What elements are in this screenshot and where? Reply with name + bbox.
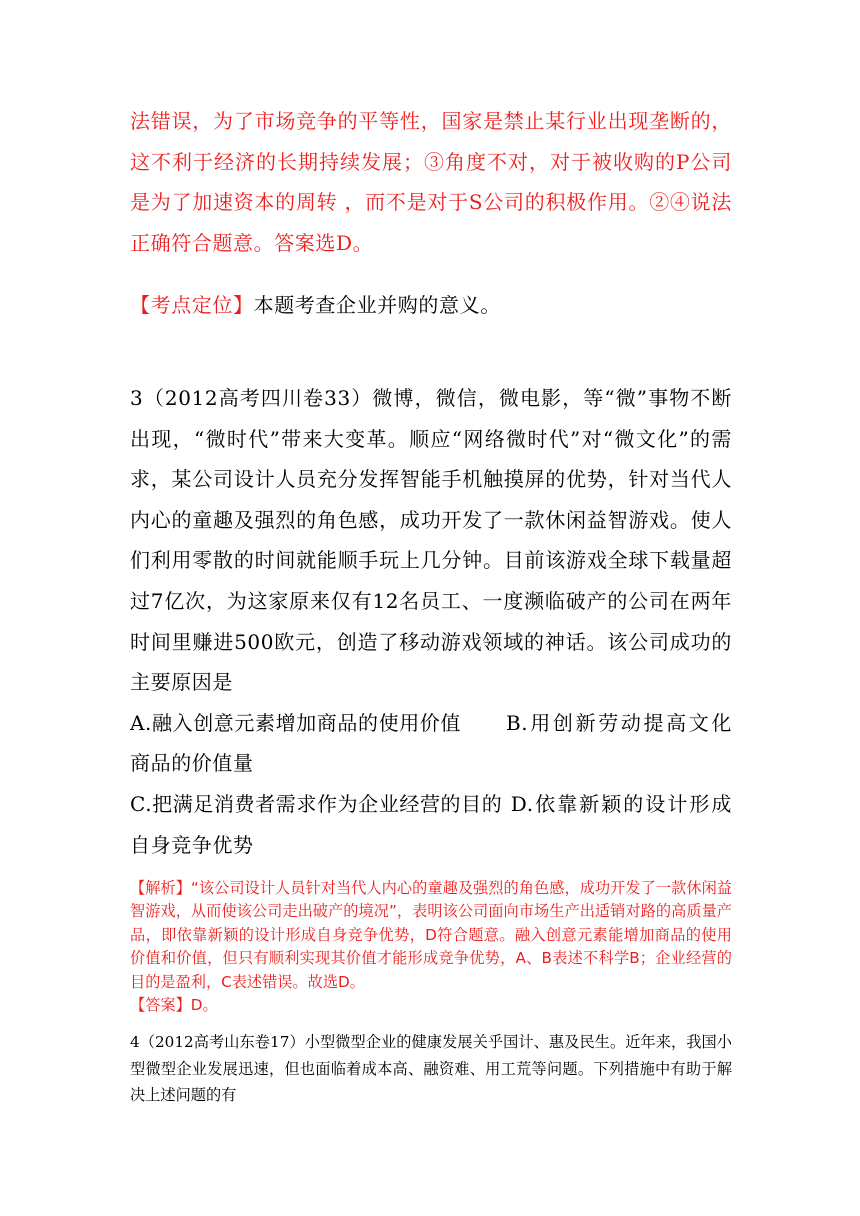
question-3-stem: 3（2012高考四川卷33）微博，微信，微电影，等“微”事物不断出现，“微时代”带来大变革。顺应“网络微时代”对“微文化”的需求，某公司设计人员充分发挥智能手机触摸屏的优势，针对当代人内心的童趣及强烈的角色感，成功开发了一款休闲益智游戏。使人们利用零散的时间就能顺手玩上几分钟。目前该游戏全球下载量超过7亿次，为这家原来仅有12名员工、一度濒临破产的公司在两年时间里赚进500欧元，创造了移动游戏领域的神话。该公司成功的主要原因是 (130, 386, 732, 695)
kaodian-label: 【考点定位】 (130, 293, 254, 317)
question-4-stem: 4（2012高考山东卷17）小型微型企业的健康发展关乎国计、惠及民生。近年来，我国小型微型企业发展迅速，但也面临着成本高、融资难、用工荒等问题。下列措施中有助于解决上述问题的有 (130, 1033, 732, 1104)
kaodian-text: 本题考查企业并购的意义。 (253, 293, 501, 317)
question-3 (130, 378, 732, 865)
question-3-analysis: 【解析】“该公司设计人员针对当代人内心的童趣及强烈的角色感，成功开发了一款休闲益智游戏，从而使该公司走出破产的境况”，表明该公司面向市场生产出适销对路的高质量产品，即依靠新颖的设计形成自身竞争优势，D符合题意。融入创意元素能增加商品的使用价值和价值，但只有顺利实现其价值才能形成竞争优势，A、B表述不科学B；企业经营的目的是盈利，C表述错误。故选D。 (130, 879, 732, 991)
question-3-option-b: B.用创新劳动提高文化商品的价值量 (130, 710, 732, 776)
previous-analysis-continuation: 法错误，为了市场竞争的平等性，国家是禁止某行业出现垄断的，这不利于经济的长期持续发展；③角度不对，对于被收购的P公司是为了加速资本的周转 ，而不是对于S公司的积极作用。②④说法正确符合题意。答案选D。 (130, 109, 732, 255)
question-3-option-c: C.把满足消费者需求作为企业经营的目的 (130, 791, 503, 816)
question-3-answer: 【答案】D。 (130, 996, 218, 1014)
kaodian-line (130, 285, 732, 326)
question-3-option-d: D.依靠新颖的设计形成自身竞争优势 (130, 791, 732, 857)
question-3-option-a: A.融入创意元素增加商品的使用价值 (130, 710, 462, 735)
